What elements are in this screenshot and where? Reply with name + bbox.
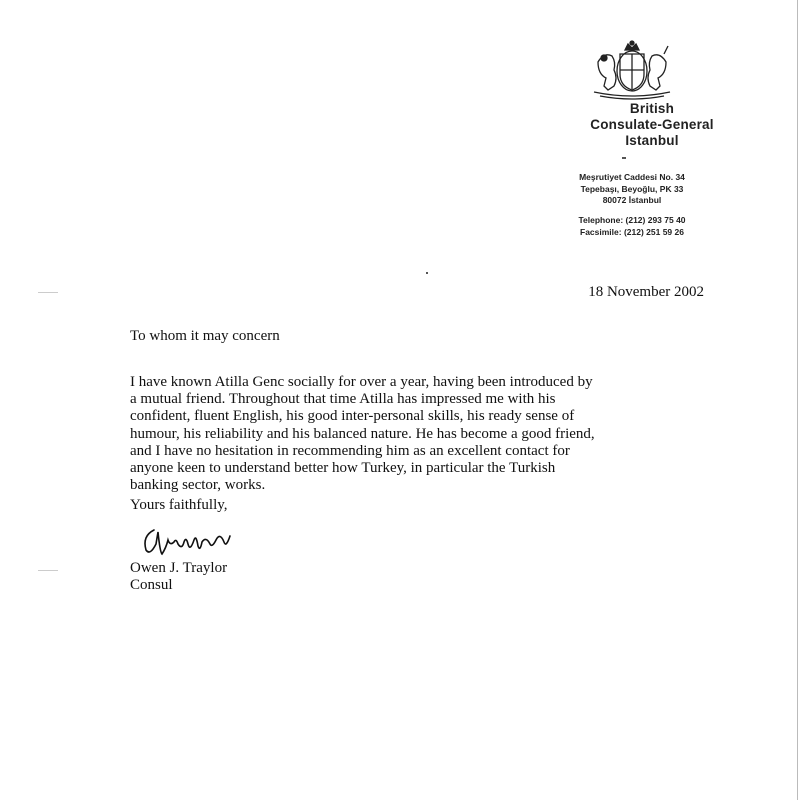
body-line: a mutual friend. Throughout that time Atilla has impressed me with his: [130, 391, 556, 408]
signer-title: Consul: [130, 577, 173, 593]
org-name-line-1: British: [629, 101, 675, 116]
royal-coat-of-arms-icon: [584, 40, 680, 102]
handwritten-signature-icon: [140, 522, 240, 558]
consulate-letterhead: [540, 101, 764, 149]
scan-speck: [38, 292, 58, 293]
scan-speck: [622, 157, 626, 159]
body-line: and I have no hesitation in recommending him as an excellent contact for: [130, 442, 570, 459]
body-line: anyone keen to understand better how Turkey, in particular the Turkish: [130, 460, 556, 477]
body-line: I have known Atilla Genc socially for over a year, having been introduced by: [130, 374, 593, 390]
org-name-line-2: Consulate-General: [590, 117, 714, 132]
body-line: confident, fluent English, his good inter-personal skills, his ready sense of: [130, 408, 575, 425]
address-line-3: 80072 İstanbul: [602, 195, 662, 205]
scan-speck: [426, 272, 428, 274]
salutation: To whom it may concern: [130, 328, 280, 344]
consulate-address: [520, 172, 744, 207]
scan-edge-line: [797, 0, 798, 800]
letter-date: 18 November 2002: [588, 284, 704, 300]
body-line: banking sector, works.: [130, 477, 266, 494]
consulate-contact: [520, 215, 744, 238]
scan-speck: [38, 570, 58, 571]
signer-block: [130, 560, 227, 594]
facsimile-number: Facsimile: (212) 251 59 26: [580, 226, 684, 237]
letter-body: [130, 374, 730, 494]
address-line-2: Tepebaşı, Beyoğlu, PK 33: [580, 183, 684, 194]
signer-name: Owen J. Traylor: [130, 560, 228, 576]
closing: Yours faithfully,: [130, 497, 228, 513]
address-line-1: Meşrutiyet Caddesi No. 34: [579, 172, 685, 182]
body-line: humour, his reliability and his balanced nature. He has become a good friend,: [130, 425, 595, 442]
telephone-number: Telephone: (212) 293 75 40: [578, 215, 686, 225]
org-name-line-3: Istanbul: [625, 133, 679, 148]
